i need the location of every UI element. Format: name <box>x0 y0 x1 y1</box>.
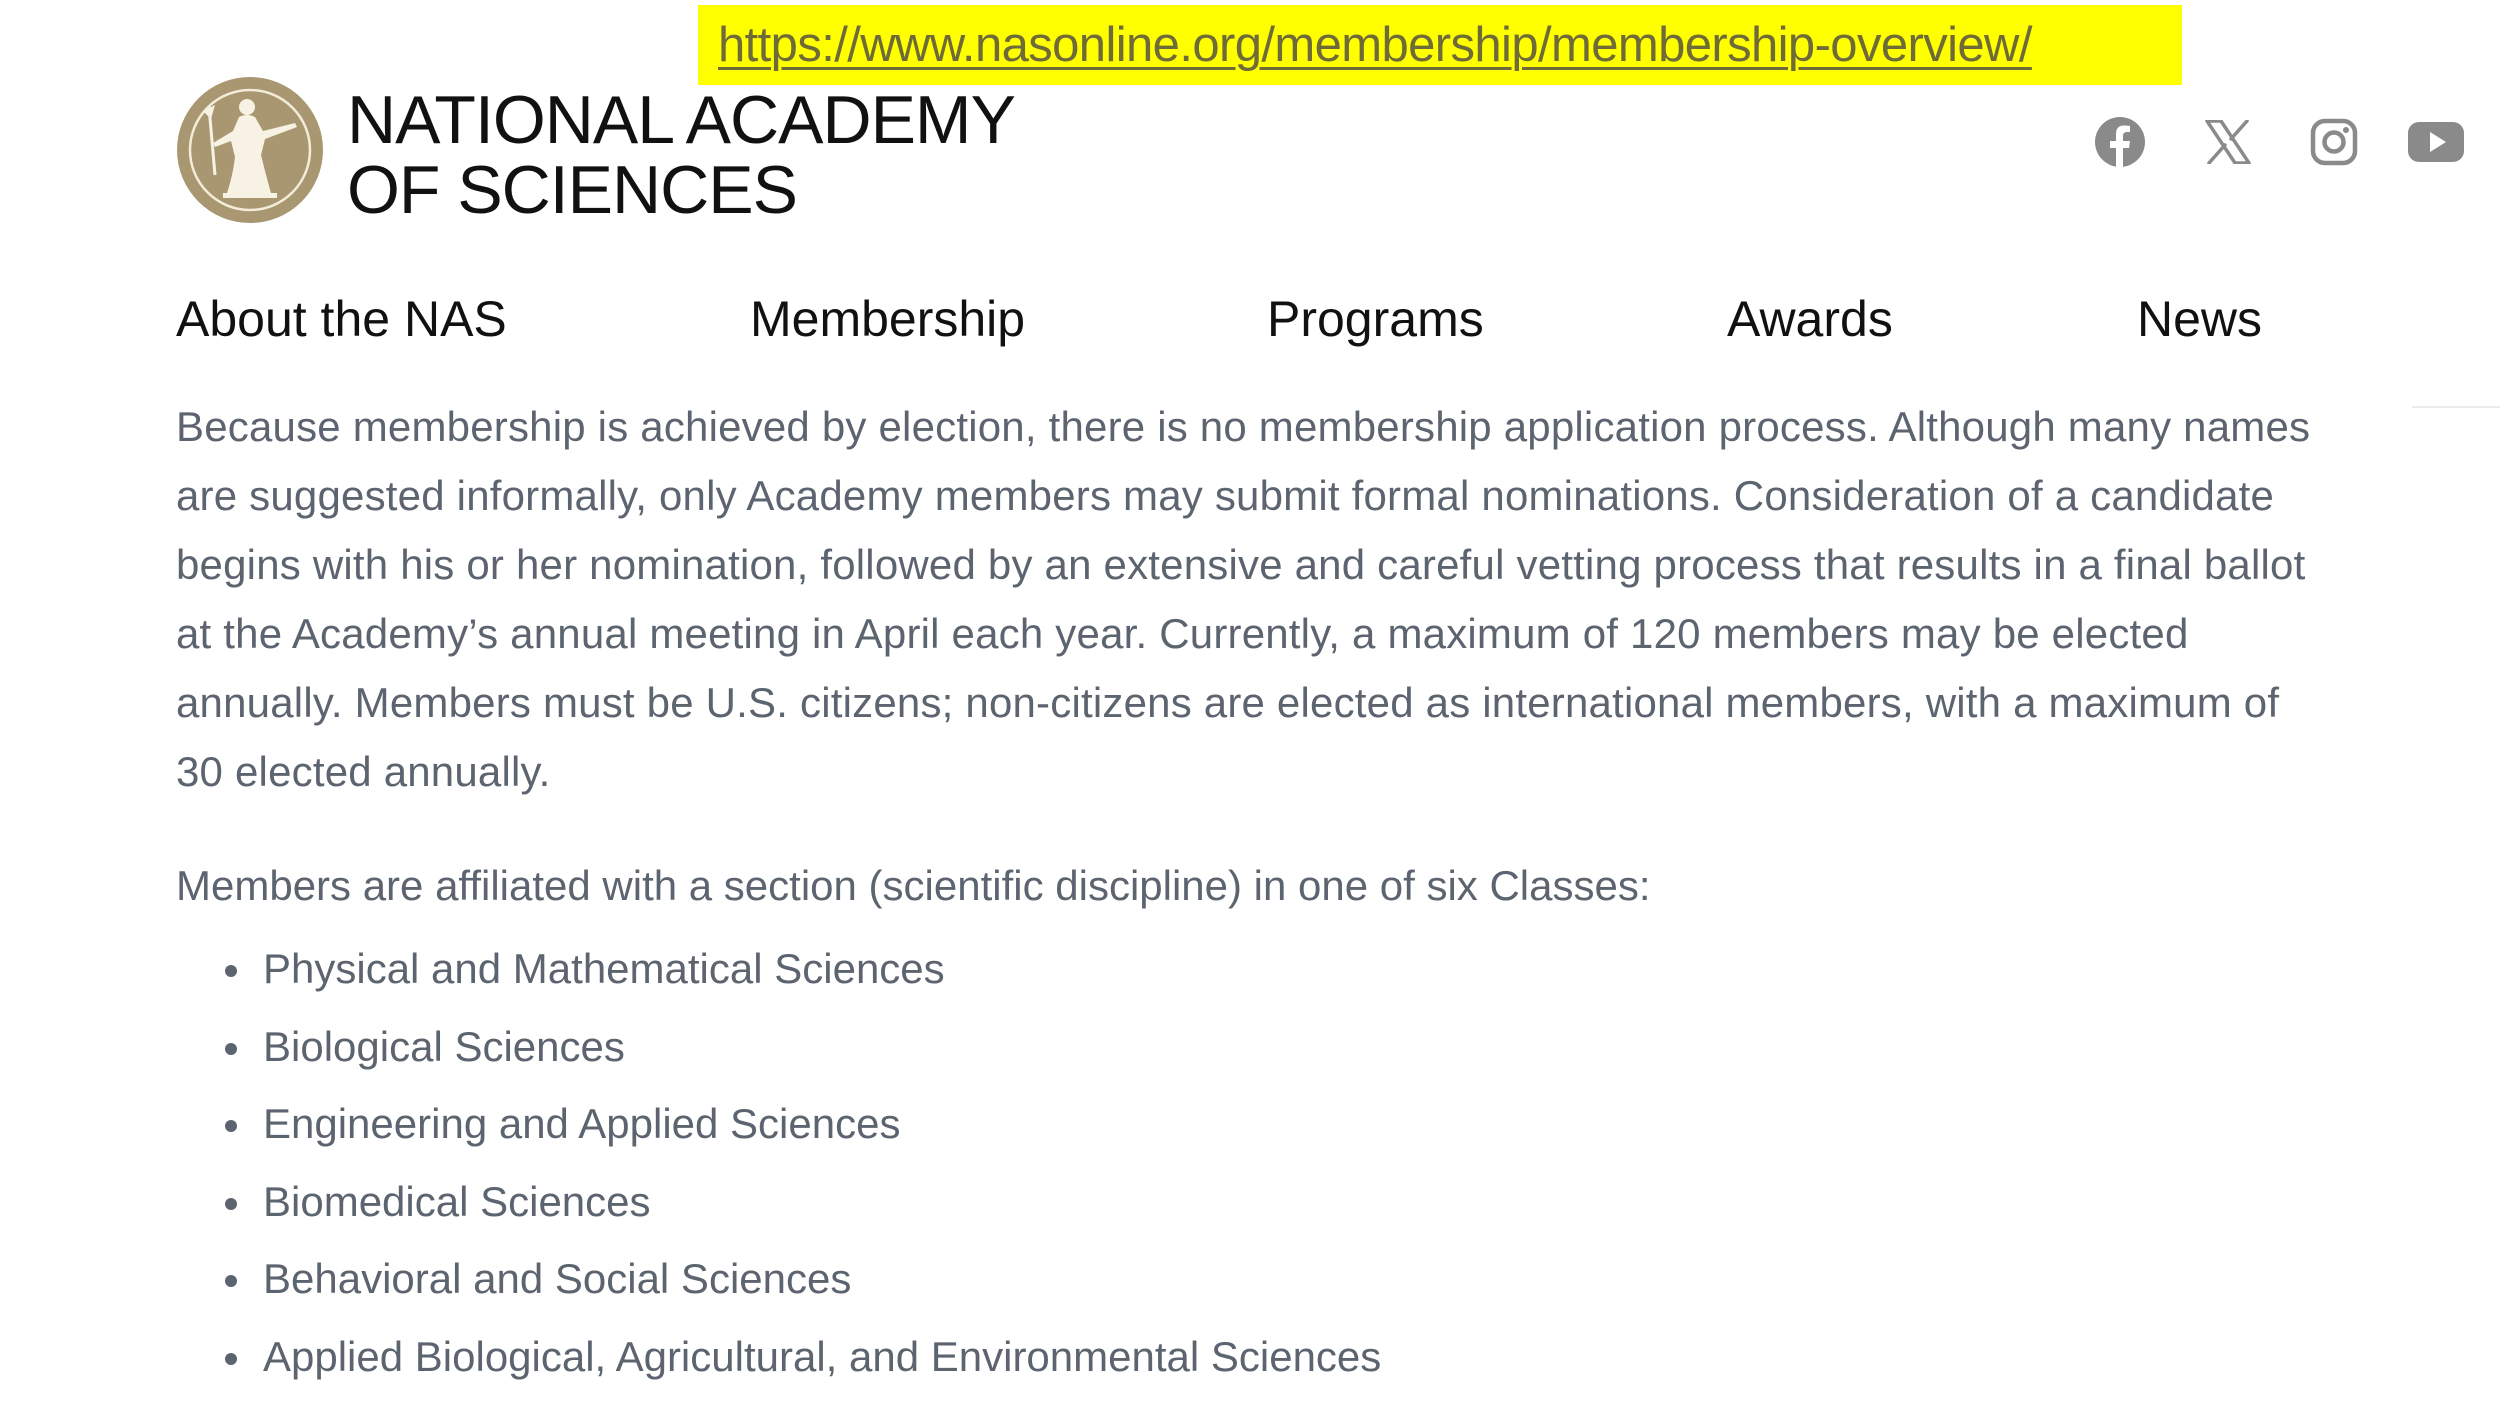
facebook-link[interactable] <box>2088 110 2152 174</box>
x-link[interactable] <box>2196 110 2260 174</box>
membership-paragraph: Because membership is achieved by election, there is no membership application process. Although many names are suggested informally, only Academy members may submit formal nominations. Consideration of a candidate begins with his or her nomination, followed by an extensive and careful vetting process that results in a final ballot at the Academy’s annual meeting in April each year. Currently, a maximum of 120 members may be elected annually. Members must be U.S. citizens; non-citizens are elected as international members, with a maximum of 30 elected annually. <box>176 403 2311 795</box>
nav-item-programs[interactable]: Programs <box>1267 291 1484 347</box>
main-nav <box>0 290 2500 370</box>
instagram-link[interactable] <box>2302 110 2366 174</box>
page-url-link[interactable]: https://www.nasonline.org/membership/membership-overview/ <box>718 18 2032 72</box>
list-item: Physical and Mathematical Sciences <box>176 930 2326 1008</box>
logo-line-1: NATIONAL ACADEMY <box>347 82 1015 158</box>
list-item: Behavioral and Social Sciences <box>176 1240 2326 1318</box>
facebook-icon <box>2094 116 2146 168</box>
x-icon <box>2205 120 2251 164</box>
youtube-icon <box>2407 121 2465 163</box>
nav-divider <box>2412 406 2500 408</box>
classes-list <box>176 930 2326 1395</box>
nav-item-news[interactable]: News <box>2137 291 2263 347</box>
list-item: Biomedical Sciences <box>176 1163 2326 1241</box>
nav-item-membership[interactable]: Membership <box>750 291 1026 347</box>
list-item: Applied Biological, Agricultural, and Environmental Sciences <box>176 1318 2326 1396</box>
main-content <box>176 392 2326 1395</box>
nas-emblem-icon <box>175 75 325 225</box>
classes-intro: Members are affiliated with a section (scientific discipline) in one of six Classes: <box>176 862 1651 909</box>
url-highlight-banner <box>698 5 2182 85</box>
list-item: Biological Sciences <box>176 1008 2326 1086</box>
logo-line-2: OF SCIENCES <box>347 152 797 228</box>
nav-item-about[interactable]: About the NAS <box>176 291 507 347</box>
logo-wordmark <box>347 82 1015 228</box>
youtube-link[interactable] <box>2404 110 2468 174</box>
nav-item-awards[interactable]: Awards <box>1727 291 1893 347</box>
list-item: Engineering and Applied Sciences <box>176 1085 2326 1163</box>
nas-logo[interactable] <box>175 75 1015 228</box>
instagram-icon <box>2310 118 2358 166</box>
